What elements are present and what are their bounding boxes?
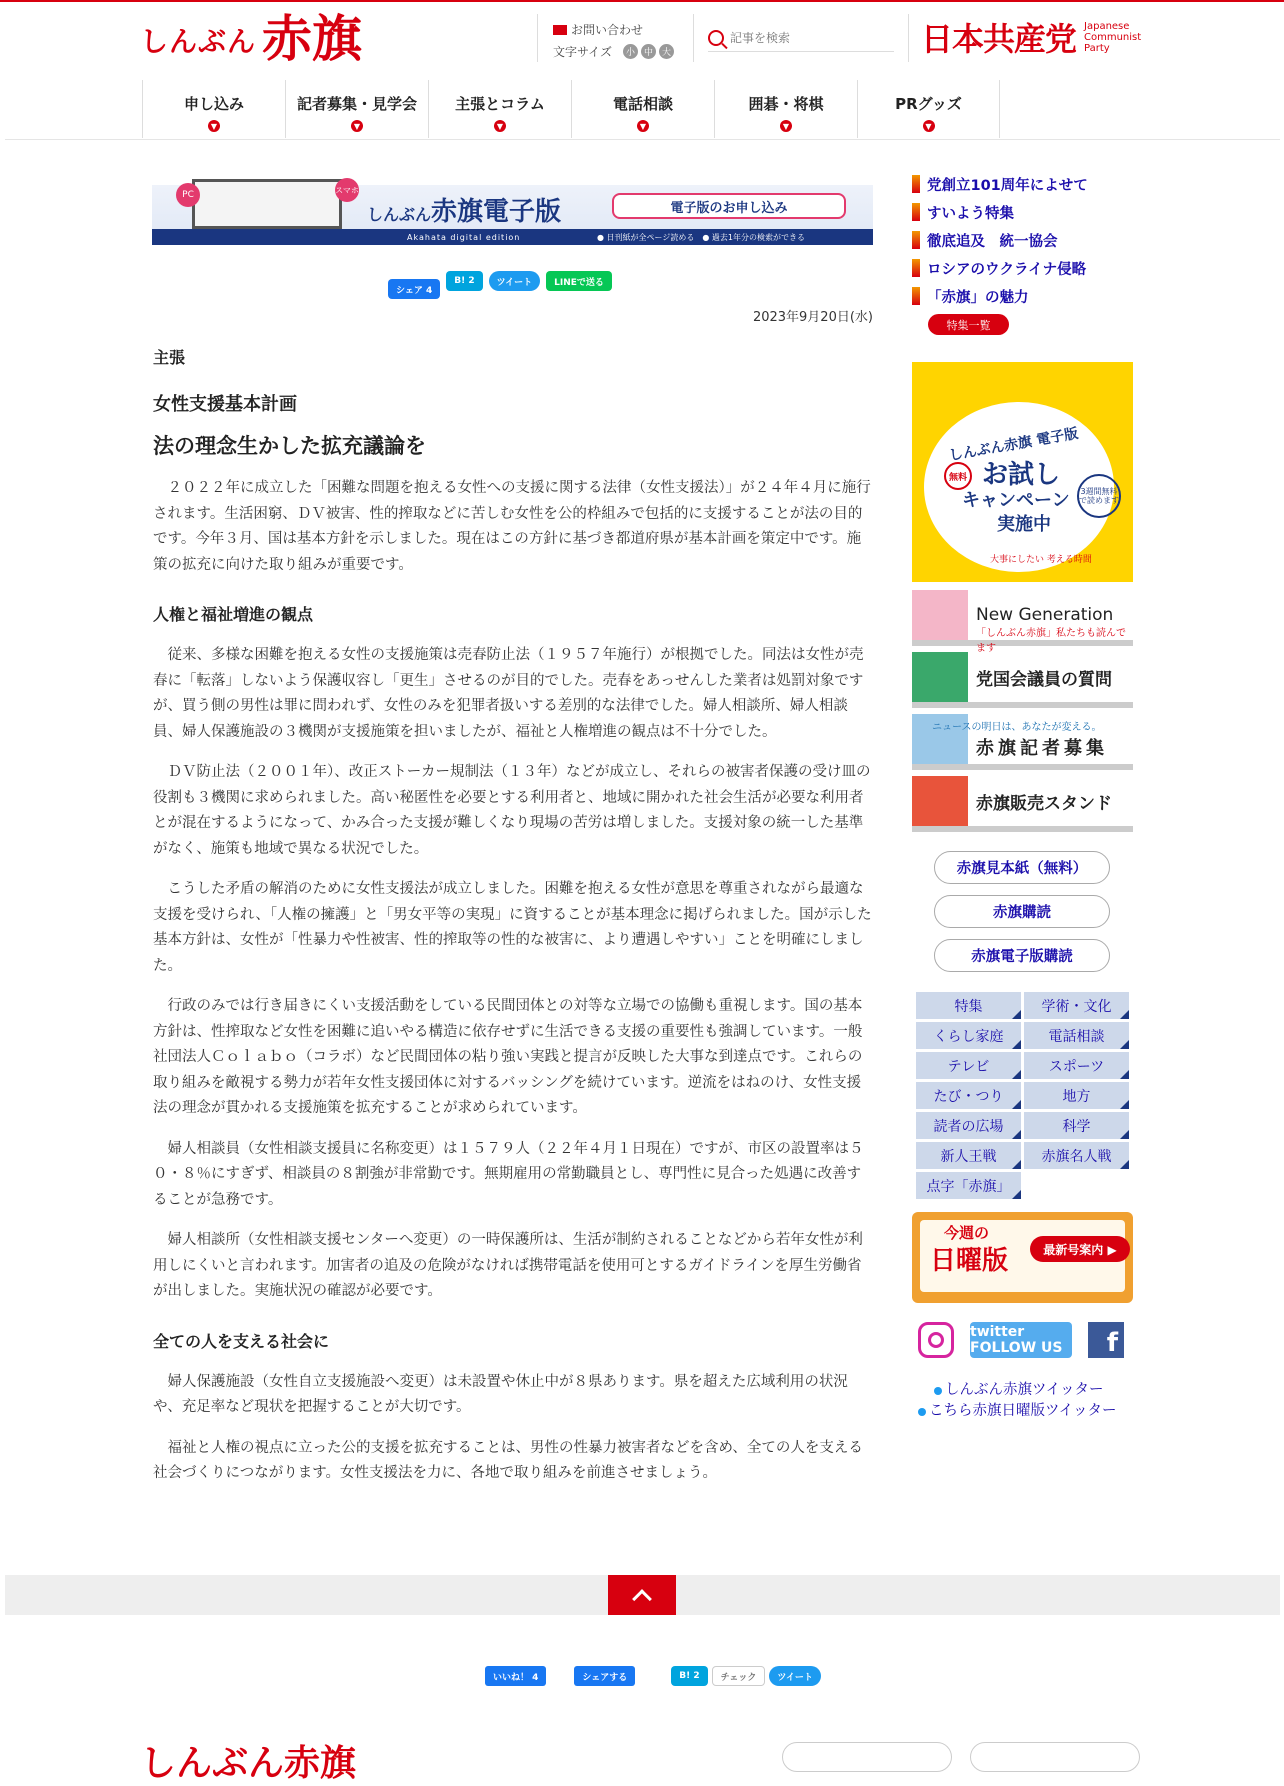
nav-item-phone-consult[interactable]: 電話相談 ▼: [571, 80, 714, 138]
share-buttons-bottom: [485, 1666, 821, 1686]
category-link[interactable]: スポーツ: [1024, 1052, 1129, 1079]
nav-item-go-shogi[interactable]: 囲碁・将棋 ▼: [714, 80, 857, 138]
facebook-like-button[interactable]: いいね！ 4: [485, 1666, 546, 1686]
article-kicker: 主張: [153, 348, 186, 367]
top-accent-line: [0, 0, 1284, 2]
article-paragraph: 婦人相談所（女性相談支援センターへ変更）の一時保護所は、生活が制約されることなどから若年女性が利用しにくいと言われます。加害者の追及の危険がなければ携帯電話を使用可とするガイドラインを厚生労働省が出しました。実施状況の確認が必要です。: [153, 1232, 863, 1299]
devices-image: [192, 179, 342, 229]
category-link[interactable]: 科学: [1024, 1112, 1129, 1139]
smartphone-badge: スマホ: [335, 178, 359, 202]
category-link[interactable]: 点字「赤旗」: [916, 1172, 1021, 1199]
article-paragraph: 従来、多様な困難を抱える女性の支援施策は売春防止法（１９５７年施行）が根拠でした。同法は女性が売春に「転落」しないよう保護収容し「更生」させるのが目的でした。売春をあっせんした業者は処罰対象ですが、買う側の男性は罪に問われず、女性のみを犯罪者扱いする差別的な法律でした。婦人相談所、婦人相談員、婦人保護施設の３機関が支援施策を担いましたが、福祉と人権増進の観点は不十分でした。: [153, 647, 864, 740]
twitter-link[interactable]: しんぶん赤旗ツイッター: [934, 1380, 1116, 1401]
font-size-control: [553, 43, 674, 60]
contact-label: お問い合わせ: [571, 23, 644, 37]
tweet-button[interactable]: ツイート: [489, 271, 541, 291]
article-paragraph: ２０２２年に成立した「困難な問題を抱える女性への支援に関する法律（女性支援法）」が２４年４月に施行されます。生活困窮、ＤＶ被害、性的搾取などに苦しむ女性を公的枠組みで包括的に支援することが法の目的です。今年３月、国は基本方針を示しました。現在はこの方針に基づき都道府県が基本計画を策定中です。施策の拡充に向けた取り組みが重要です。: [153, 480, 871, 573]
footer-pill[interactable]: [970, 1742, 1140, 1772]
hatena-bookmark-button[interactable]: B! 2: [446, 271, 482, 291]
font-size-small-button[interactable]: 小: [623, 44, 638, 59]
trial-campaign-banner[interactable]: しんぶん赤旗 電子版 無料 お試し キャンペーン 実施中 3週間無料で読めます 大事にしたい 考える時間: [912, 362, 1133, 582]
line-share-button[interactable]: LINEで送る: [546, 271, 612, 291]
category-link[interactable]: 新人王戦: [916, 1142, 1021, 1169]
category-link[interactable]: 特集: [916, 992, 1021, 1019]
diet-member-questions-banner[interactable]: 党国会議員の質問: [912, 652, 1133, 708]
logo-kanji: 赤旗: [262, 9, 363, 68]
bullet-icon: [918, 1408, 926, 1416]
sample-paper-button[interactable]: 赤旗見本紙（無料）: [934, 851, 1110, 884]
article-paragraph: ＤＶ防止法（２００１年）、改正ストーカー規制法（１３年）などが成立し、それらの被害者保護の受け皿の役割も３機関に求められました。高い秘匿性を必要とする利用者と、地域に開かれた社会生活が必要な利用者とが混在するようになって、かみ合った支援が難しくなり現場の苦労は増しました。支援対象の統一した基準がなく、施策も地域で異なる状況でした。: [153, 764, 871, 857]
chevron-down-icon: ▼: [923, 120, 935, 132]
nav-divider: [5, 139, 1280, 140]
mixi-check-button[interactable]: チェック: [712, 1666, 766, 1686]
header-divider: [693, 14, 694, 62]
category-link[interactable]: テレビ: [916, 1052, 1021, 1079]
category-link[interactable]: 赤旗名人戦: [1024, 1142, 1129, 1169]
article-section-heading: 全ての人を支える社会に: [153, 1331, 330, 1351]
facebook-share-button[interactable]: シェア 4: [388, 279, 440, 299]
banner-title: しんぶん赤旗電子版: [367, 197, 562, 227]
font-size-large-button[interactable]: 大: [659, 44, 674, 59]
search-icon[interactable]: [708, 30, 724, 46]
font-size-medium-button[interactable]: 中: [641, 44, 656, 59]
pc-badge: PC: [176, 183, 200, 207]
feature-link[interactable]: 「赤旗」の魅力: [912, 282, 1088, 310]
sales-stand-banner[interactable]: 赤旗販売スタンド: [912, 776, 1133, 832]
tweet-button[interactable]: ツイート: [769, 1666, 821, 1686]
article-subtitle: 法の理念生かした拡充議論を: [153, 434, 426, 458]
search-box: [708, 24, 894, 52]
twitter-link[interactable]: こちら赤旗日曜版ツイッター: [918, 1401, 1116, 1422]
font-size-label: 文字サイズ: [553, 45, 613, 59]
article-paragraph: 婦人相談員（女性相談支援員に名称変更）は１５７９人（２２年４月１日現在）ですが、市区の設置率は５０・８％にすぎず、相談員の８割強が非常勤です。無期雇用の常勤職員とし、専門性に見合った処遇に改善することが急務です。: [153, 1140, 864, 1208]
article-paragraph: 行政のみでは行き届きにくい支援活動をしている民間団体との対等な立場での協働も重視します。国の基本方針は、性搾取など女性を困難に追いやる構造に依存せずに生活できる支援の重要性も強調しています。一般社団法人Ｃｏｌａｂｏ（コラボ）など民間団体の粘り強い実践と提言が反映した大事な到達点です。これらの取り組みを敵視する勢力が若年女性支援団体に対するバッシングを続けています。逆流をはねのけ、女性支援法の理念が貫かれる支援施策を拡充することが求められています。: [153, 998, 863, 1116]
latest-issue-button[interactable]: 最新号案内 ▶: [1030, 1236, 1130, 1262]
article-title: 女性支援基本計画: [153, 394, 297, 415]
category-link[interactable]: 学術・文化: [1024, 992, 1129, 1019]
twitter-follow-button[interactable]: twitter FOLLOW US: [970, 1322, 1072, 1358]
nav-item-apply[interactable]: 申し込み ▼: [142, 80, 285, 138]
category-link[interactable]: 読者の広場: [916, 1112, 1021, 1139]
feature-link[interactable]: 徹底追及 統一協会: [912, 226, 1088, 254]
facebook-icon[interactable]: f: [1088, 1322, 1124, 1358]
banner-subtitle: Akahata digital edition: [407, 232, 521, 242]
jcp-logo[interactable]: [921, 14, 1141, 60]
search-input[interactable]: [730, 31, 880, 45]
social-links: [918, 1322, 1124, 1358]
feature-link[interactable]: すいよう特集: [912, 198, 1088, 226]
instagram-icon[interactable]: [918, 1322, 954, 1358]
main-nav: [142, 80, 1000, 138]
mail-icon: [553, 25, 567, 35]
article-paragraph: 福祉と人権の視点に立った公的支援を拡充することは、男性の性暴力被害者などを含め、全ての人を支える社会づくりにつながります。女性支援法を力に、各地で取り組みを前進させましょう。: [153, 1439, 863, 1481]
bullet-icon: [934, 1387, 942, 1395]
share-buttons-top: [388, 271, 612, 299]
hatena-bookmark-button[interactable]: B! 2: [671, 1666, 707, 1686]
chevron-up-icon: [632, 1589, 652, 1609]
subscribe-button[interactable]: 赤旗購読: [934, 895, 1110, 928]
footer-pill[interactable]: [782, 1742, 952, 1772]
article-paragraph: こうした矛盾の解消のために女性支援法が成立しました。困難を抱える女性が意思を尊重されながら最適な支援を受けられ、「人権の擁護」と「男女平等の実現」に資することが基本理念に掲げられました。国が示した基本方針は、女性が「性暴力や性被害、性的搾取等の性的な被害に、より遭遇しやすい」ことを明確にしました。: [153, 881, 872, 974]
chevron-down-icon: ▼: [351, 120, 363, 132]
article-body: [153, 345, 873, 1502]
sunday-edition-banner[interactable]: 今週の 日曜版 最新号案内 ▶: [912, 1212, 1133, 1303]
logo-kana: しんぶん: [140, 25, 257, 58]
contact-link[interactable]: [553, 21, 643, 38]
category-link[interactable]: 電話相談: [1024, 1022, 1129, 1049]
nav-item-pr-goods[interactable]: PRグッズ ▼: [857, 80, 1000, 138]
header-divider: [908, 14, 909, 62]
chevron-down-icon: ▼: [208, 120, 220, 132]
chevron-down-icon: ▼: [780, 120, 792, 132]
category-link[interactable]: たび・つり: [916, 1082, 1021, 1109]
header-divider: [537, 14, 538, 62]
nav-item-reporter-recruit[interactable]: 記者募集・見学会 ▼: [285, 80, 428, 138]
category-link[interactable]: 地方: [1024, 1082, 1129, 1109]
feature-link[interactable]: 党創立101周年によせて: [912, 170, 1088, 198]
facebook-share-button[interactable]: シェアする: [574, 1666, 635, 1686]
new-generation-banner[interactable]: New Generation 「しんぶん赤旗」私たちも読んでます: [912, 590, 1133, 646]
nav-item-editorials[interactable]: 主張とコラム ▼: [428, 80, 571, 138]
footer-logo[interactable]: しんぶん赤旗: [140, 1742, 357, 1784]
back-to-top-button[interactable]: [608, 1575, 676, 1615]
feature-link[interactable]: ロシアのウクライナ侵略: [912, 254, 1088, 282]
digital-edition-banner[interactable]: [152, 185, 873, 245]
feature-list-all-button[interactable]: 特集一覧: [928, 314, 1009, 335]
feature-list: [912, 170, 1088, 310]
article-date: 2023年9月20日(水): [752, 310, 873, 325]
digital-apply-button[interactable]: 電子版のお申し込み: [612, 193, 846, 219]
chevron-down-icon: ▼: [494, 120, 506, 132]
digital-subscribe-button[interactable]: 赤旗電子版購読: [934, 939, 1110, 972]
reporter-recruit-banner[interactable]: 赤旗記者募集 ニュースの明日は、あなたが変える。: [912, 714, 1133, 770]
akahata-logo[interactable]: [140, 9, 363, 68]
twitter-links: [918, 1380, 1116, 1422]
banner-notes: ● 日刊紙が全ページ読める ● 過去1年分の検索ができる: [597, 232, 805, 242]
category-link[interactable]: くらし家庭: [916, 1022, 1021, 1049]
chevron-down-icon: ▼: [637, 120, 649, 132]
article-section-heading: 人権と福祉増進の観点: [153, 605, 314, 624]
category-grid: [916, 992, 1129, 1199]
article-paragraph: 婦人保護施設（女性自立支援施設へ変更）は未設置や休止中が８県あります。県を超えた広域利用の状況や、充足率など現状を把握することが大切です。: [153, 1373, 848, 1415]
party-name-jp: 日本共産党: [921, 20, 1077, 58]
party-name-en: Japanese Communist Party: [1084, 20, 1142, 54]
